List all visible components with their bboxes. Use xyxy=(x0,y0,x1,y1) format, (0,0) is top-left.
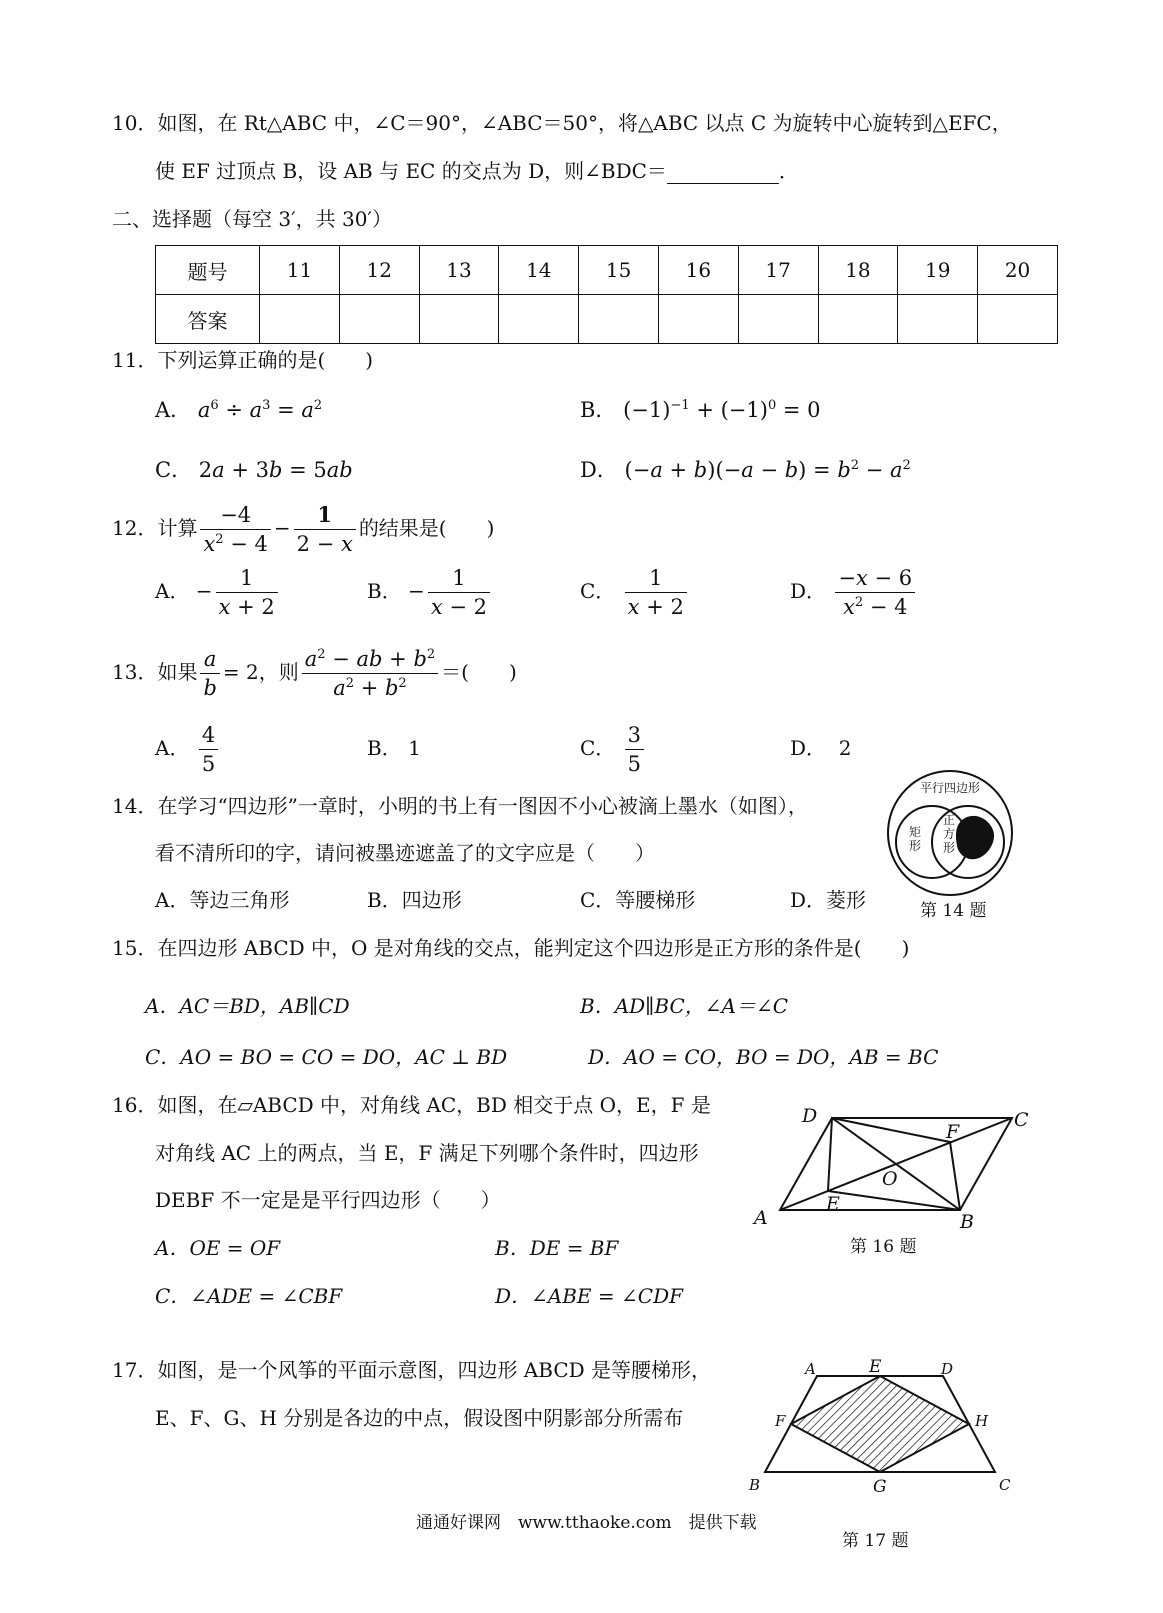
table-cell: 12 xyxy=(339,246,419,295)
label-e: E xyxy=(869,1357,882,1377)
table-cell: 15 xyxy=(579,246,659,295)
label-square-3: 形 xyxy=(942,841,956,855)
table-cell: 20 xyxy=(978,246,1058,295)
q17-line1: 17．如图，是一个风筝的平面示意图，四边形 ABCD 是等腰梯形， xyxy=(112,1358,712,1382)
q14-option-a: A．等边三角形 xyxy=(155,888,290,912)
label-b: B xyxy=(960,1211,974,1233)
table-cell: 18 xyxy=(818,246,898,295)
q11-option-b: B． $(-1)^{-1} + (-1)^0 = 0$ xyxy=(580,398,821,422)
answer-cell[interactable] xyxy=(658,295,738,344)
q15-option-b: B．AD∥BC，∠A＝∠C xyxy=(580,994,789,1018)
q14-option-b: B．四边形 xyxy=(367,888,462,912)
table-row xyxy=(156,295,1058,344)
answer-table xyxy=(155,245,1058,344)
q16-option-b: B．DE = BF xyxy=(495,1236,619,1260)
answer-cell[interactable] xyxy=(260,295,340,344)
table-cell: 19 xyxy=(898,246,978,295)
venn-diagram xyxy=(885,768,1015,898)
q16-line1: 16．如图，在▱ABCD 中，对角线 AC，BD 相交于点 O，E，F 是 xyxy=(112,1093,711,1117)
table-header-cell: 题号 xyxy=(156,246,260,295)
answer-cell[interactable] xyxy=(339,295,419,344)
label-parallelogram: 平行四边形 xyxy=(919,781,981,795)
answer-blank[interactable] xyxy=(667,163,779,184)
q15-option-a: A．AC＝BD，AB∥CD xyxy=(145,994,350,1018)
q17-line2: E、F、G、H 分别是各边的中点，假设图中阴影部分所需布 xyxy=(155,1406,684,1430)
label-g: G xyxy=(873,1477,887,1497)
label-square-1: 正 xyxy=(942,813,956,827)
ink-blot xyxy=(956,816,994,859)
label-f: F xyxy=(775,1412,786,1430)
answer-cell[interactable] xyxy=(738,295,818,344)
q13-option-a: A． $\frac{4}{5}$ xyxy=(155,720,221,778)
figure-caption: 第 17 题 xyxy=(842,1531,909,1551)
q15-option-d: D．AO = CO，BO = DO，AB = BC xyxy=(588,1045,939,1069)
answer-cell[interactable] xyxy=(579,295,659,344)
q12-option-b: B． − $\frac{1}{x - 2}$ xyxy=(367,563,493,621)
q16-line3: DEBF 不一定是是平行四边形（ ） xyxy=(155,1188,501,1212)
q11-option-a: A． $a^6 \div a^3 = a^2$ xyxy=(155,398,323,422)
label-d: D xyxy=(941,1360,954,1378)
q11-option-c: C． 2a + 3b = 5ab xyxy=(155,458,353,482)
label-rect-2: 形 xyxy=(908,839,922,853)
q14-option-d: D．菱形 xyxy=(790,888,867,912)
label-c: C xyxy=(999,1476,1011,1494)
label-c: C xyxy=(1014,1109,1029,1131)
figure-caption: 第 14 题 xyxy=(920,901,987,921)
q16-option-a: A．OE = OF xyxy=(155,1236,281,1260)
q16-option-c: C．∠ADE = ∠CBF xyxy=(155,1284,343,1308)
answer-cell[interactable] xyxy=(818,295,898,344)
figure-caption: 第 16 题 xyxy=(850,1237,917,1257)
answer-cell[interactable] xyxy=(499,295,579,344)
answer-cell[interactable] xyxy=(978,295,1058,344)
q15-stem: 15．在四边形 ABCD 中，O 是对角线的交点，能判定这个四边形是正方形的条件是( ) xyxy=(112,936,910,960)
label-h: H xyxy=(975,1412,989,1430)
label-rect-1: 矩 xyxy=(908,825,922,839)
label-d: D xyxy=(802,1105,818,1127)
label-e: E xyxy=(826,1193,840,1215)
label-o: O xyxy=(882,1168,898,1190)
q13-option-b: B． 1 xyxy=(367,736,421,760)
answer-cell[interactable] xyxy=(419,295,499,344)
q14-option-c: C．等腰梯形 xyxy=(580,888,696,912)
parallelogram-diagram xyxy=(750,1100,1050,1240)
table-cell: 16 xyxy=(658,246,738,295)
table-row xyxy=(156,246,1058,295)
q12-stem: 12．计算 $\frac{-4}{x^2 - 4}$ − $\frac{1}{2 - x}$ 的结果是( ) xyxy=(112,502,495,556)
q13-option-c: C． $\frac{3}{5}$ xyxy=(580,720,647,778)
q11-option-d: D． $(-a + b)(-a - b) = b^2 - a^2$ xyxy=(580,458,911,482)
q16-line2: 对角线 AC 上的两点，当 E，F 满足下列哪个条件时，四边形 xyxy=(155,1141,699,1165)
q14-line2: 看不清所印的字，请问被墨迹遮盖了的文字应是（ ） xyxy=(155,841,655,865)
table-cell: 11 xyxy=(260,246,340,295)
label-b: B xyxy=(749,1476,761,1494)
q10-line2: 使 EF 过顶点 B，设 AB 与 EC 的交点为 D，则∠BDC＝ ． xyxy=(155,159,799,183)
table-cell: 17 xyxy=(738,246,818,295)
q12-option-c: C． $\frac{1}{x + 2}$ xyxy=(580,563,690,621)
kite-trapezoid-diagram xyxy=(745,1350,1025,1500)
q12-option-d: D． $\frac{-x - 6}{x^2 - 4}$ xyxy=(790,563,918,621)
table-cell: 13 xyxy=(419,246,499,295)
q13-stem: 13．如果 $\frac{a}{b}$ = 2，则 $\frac{a^2 - ab + b^2}{a^2 + b^2}$ ＝( ) xyxy=(112,647,517,700)
label-a: A xyxy=(805,1360,816,1378)
label-square-2: 方 xyxy=(942,827,956,841)
q13-option-d: D． 2 xyxy=(790,736,852,760)
answer-cell[interactable] xyxy=(898,295,978,344)
q15-option-c: C．AO = BO = CO = DO，AC ⊥ BD xyxy=(145,1045,508,1069)
section-heading: 二、选择题（每空 3′，共 30′） xyxy=(112,207,392,231)
q10-line1: 10．如图，在 Rt△ABC 中，∠C＝90°，∠ABC＝50°，将△ABC 以点 C 为旋转中心旋转到△EFC， xyxy=(112,111,1012,135)
table-cell: 14 xyxy=(499,246,579,295)
label-a: A xyxy=(754,1207,768,1229)
page-footer: 通通好课网 www.tthaoke.com 提供下载 xyxy=(416,1513,757,1533)
q16-option-d: D．∠ABE = ∠CDF xyxy=(495,1284,683,1308)
shaded-rhombus-efgh xyxy=(791,1376,969,1472)
label-f: F xyxy=(946,1121,960,1143)
table-header-cell: 答案 xyxy=(156,295,260,344)
q14-line1: 14．在学习“四边形”一章时，小明的书上有一图因不小心被滴上墨水（如图）， xyxy=(112,794,808,818)
q12-option-a: A． − $\frac{1}{x + 2}$ xyxy=(155,563,281,621)
q11-stem: 11．下列运算正确的是( ) xyxy=(112,348,374,372)
